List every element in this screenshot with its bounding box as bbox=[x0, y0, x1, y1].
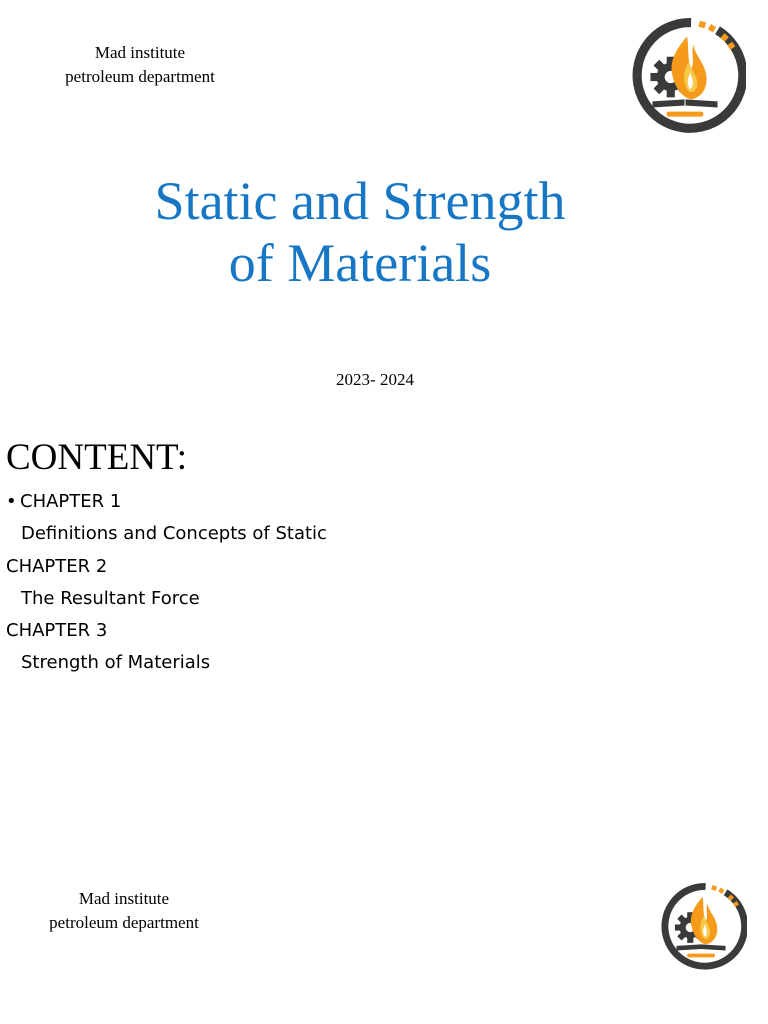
institute-logo-icon bbox=[624, 14, 746, 136]
footer-institute-block bbox=[24, 887, 224, 935]
chapter-label-3: CHAPTER 3 bbox=[6, 620, 108, 642]
title-line-2: of Materials bbox=[228, 233, 492, 293]
academic-year: 2023- 2024 bbox=[336, 370, 414, 389]
footer-institute-name: Mad institute bbox=[78, 889, 170, 908]
header-institute-block bbox=[40, 41, 240, 89]
institute-name: Mad institute bbox=[94, 43, 186, 62]
content-heading: CONTENT: bbox=[6, 437, 188, 478]
footer-logo-icon bbox=[655, 880, 747, 972]
document-title bbox=[60, 170, 660, 294]
bullet-icon: • bbox=[6, 491, 17, 512]
department-name: petroleum department bbox=[65, 67, 215, 86]
table-of-contents bbox=[6, 486, 506, 680]
chapter-label-2: CHAPTER 2 bbox=[6, 555, 108, 577]
chapter-topic-3: Strength of Materials bbox=[21, 652, 211, 674]
chapter-topic-2: The Resultant Force bbox=[21, 587, 200, 609]
footer-department-name: petroleum department bbox=[49, 913, 199, 932]
chapter-label-1: • CHAPTER 1 bbox=[6, 486, 506, 518]
chapter-topic-1: Definitions and Concepts of Static bbox=[21, 523, 327, 545]
title-line-1: Static and Strength bbox=[154, 171, 566, 231]
